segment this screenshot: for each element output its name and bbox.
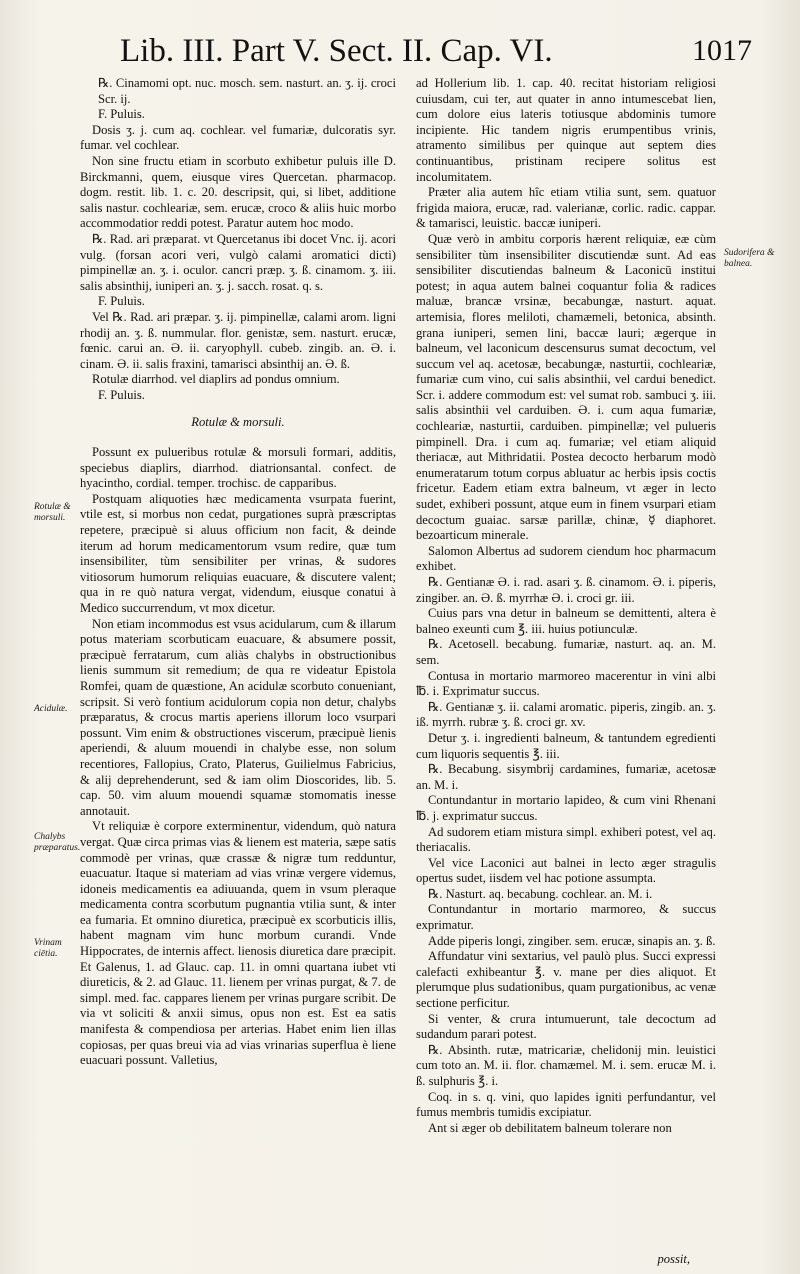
margin-note-vrinam: Vrinam ciētia. (34, 938, 62, 959)
paragraph: Non etiam incommodus est vsus acidularum, cum & illarum potus materiam scorbuticam euacuare, & absumere possit, præcipuè ferratarum, cum aliàs chalybs in obstructionibus lienis summum sit remedium; de qua re videatur Epistola Romfei, quam de quæstione, An acidulæ scorbuto conueniant, scripsit. Si verò fontium acidulorum copia non detur, chalybs præparatus, & crocus martis aperiens illorum loco vsurpari possunt. Vim enim & obstructiones viscerum, præcipuè lienis aperiendi, & aluum mouendi in chalybe esse, non solum recentiores, Fallopius, Crato, Platerus, Guilielmus Fabricius, & alij deprehenderunt, sed & iam olim Dioscorides, lib. 5. cap. 50. vim aluum mouendi squamæ stomomatis inesse annotauit. (80, 616, 396, 818)
paragraph: Si venter, & crura intumuerunt, tale decoctum ad sudandum parari potest. (416, 1011, 716, 1042)
margin-note-sudorifera: Sudorifera & balnea. (724, 248, 775, 269)
paragraph: ℞. Nasturt. aq. becabung. cochlear. an. M. i. (428, 886, 653, 901)
right-column (416, 76, 716, 1136)
paragraph: Ad sudorem etiam mistura simpl. exhiberi potest, vel aq. theriacalis. (416, 824, 716, 855)
paragraph: Vt reliquiæ è corpore exterminentur, videndum, quò natura vergat. Quæ circa primas vias & lienem est materia, sæpe satis commodè per vrinas, quæ crassæ & nigræ tum redduntur, euacuatur. Itaque si materiam ad vias vrinæ vergere videmus, idoneis medicamentis ea adiuuanda, quem in vsum pleraque medicamenta contra scorbutum pugnantia vtilia sunt, & inter ea fumaria. Et omnino diuretica, præcipuè ex scorbuticis illis, habent magnam vim hunc morbum curandi. Vnde Hippocrates, de internis affect. lienosis diuretica dare præcipit. Et Galenus, 1. ad Glauc. cap. 11. in omni quartana iubet vti diureticis, & 2. ad Glauc. 11. lienem per vrinas purgat, & 7. de simpl. med. fac. cappares lienem per vrinas purgare scribit. De via vt soliciti & anxii simus, opus non est. Est ea satis manifesta & compendiosa per arterias. Habet enim lien illas copiosas, per quas breui via ad vias vrinarias superflua è liene euacuari possunt. Valletius, (80, 819, 396, 1068)
paragraph: Contundantur in mortario lapideo, & cum vini Rhenani ℔. j. exprimatur succus. (416, 793, 716, 823)
paragraph: ℞. Absinth. rutæ, matricariæ, chelidonij min. leuistici cum toto an. M. ii. flor. chamæmel. M. i. sem. erucæ M. i. ß. sulphuris ℥. i. (416, 1042, 716, 1088)
paragraph: Postquam aliquoties hæc medicamenta vsurpata fuerint, vtile est, si morbus non cedat, purgationes suprà præscriptas repetere, præcipuè si aluus officium non facit, & deinde iterum ad horum medicamentorum vsum redire, quæ tum insensibiliter, tùm sensibiliter per vrinas, & sudores vitiosorum humorum reliquias euacuare, & discutere valent; qua in re quò natura vergat, videndum, eiusque conatui à Medico succurrendum, vt mox dicetur. (80, 491, 396, 615)
paragraph: F. Puluis. (98, 107, 145, 122)
paragraph: Vel vice Laconici aut balnei in lecto æger stragulis opertus sudet, iisdem vel hac potione assumpta. (416, 855, 716, 886)
paragraph: ℞. Acetosell. becabung. fumariæ, nasturt. aq. an. M. sem. (416, 637, 716, 667)
paragraph: ℞. Cinamomi opt. nuc. mosch. sem. nasturt. an. ʒ. ij. croci Scr. ij. (98, 76, 396, 106)
paragraph: ad Hollerium lib. 1. cap. 40. recitat historiam religiosi cuiusdam, cui ter, aut quater in anno intumescebat lien, cum dolore eius lateris totiusque abdominis tumore incipiente. Hic tandem nigris erumpentibus vrinis, atramento similibus per quinque aut septem dies continuantibus, pristinam recipere solitus est incolumitatem. (416, 76, 716, 184)
paragraph: Dosis ʒ. j. cum aq. cochlear. vel fumariæ, dulcoratis syr. fumar. vel cochlear. (80, 122, 396, 153)
paragraph: Cuius pars vna detur in balneum se demittenti, altera è balneo exeunti cum ℥. iii. huius potiunculæ. (416, 606, 716, 636)
paragraph: Contusa in mortario marmoreo macerentur in vini albi ℔. i. Exprimatur succus. (416, 668, 716, 699)
header-title: Lib. III. Part V. Sect. II. Cap. VI. (120, 33, 553, 69)
paragraph: ℞. Rad. ari præparat. vt Quercetanus ibi docet Vnc. ij. acori vulg. (forsan acori veri, vulgò calami aromatici dicti) pimpinellæ an. ʒ. i. oculor. cancri præp. ʒ. ß. cinamom. ʒ. iii. salis absinthij, iuniperi an. ʒ. j. sacch. rosat. q. s. (80, 231, 396, 293)
paragraph: Contundantur in mortario marmoreo, & succus exprimatur. (416, 902, 716, 933)
paragraph: Rotulæ diarrhod. vel diaplirs ad pondus omnium. (92, 372, 340, 387)
paragraph: Salomon Albertus ad sudorem ciendum hoc pharmacum exhibet. (416, 543, 716, 574)
paragraph: Possunt ex pulueribus rotulæ & morsuli formari, additis, speciebus diaplirs, diarrhod. diatrionsantal. confect. de hyacintho, cordial. temper. trochisc. de capparibus. (80, 445, 396, 491)
paragraph: Adde piperis longi, zingiber. sem. erucæ, sinapis an. ʒ. ß. (428, 933, 716, 948)
catchword: possit, (657, 1252, 690, 1266)
paragraph: ℞. Becabung. sisymbrij cardamines, fumariæ, acetosæ an. M. i. (416, 762, 716, 792)
page-number: 1017 (692, 34, 752, 67)
paragraph: Non sine fructu etiam in scorbuto exhibetur puluis ille D. Birckmanni, quem, eiusque vires Quercetan. pharmacop. dogm. restit. lib. 1. c. 20. descripsit, qui, si libet, additione salis nastur. cochleariæ, sem. erucæ, croco & aliis huic morbo accommodatior reddi potest. Paratur autem hoc modo. (80, 153, 396, 231)
paragraph: Coq. in s. q. vini, quo lapides igniti perfundantur, vel fumus membris tumidis excipiatur. (416, 1089, 716, 1120)
paragraph: ℞. Gentianæ ʒ. ii. calami aromatic. piperis, zingib. an. ʒ. iß. myrrh. rubræ ʒ. ß. croci gr. xv. (416, 699, 716, 730)
paragraph: Detur ʒ. i. ingredienti balneum, & tantundem egredienti cum liquoris sequentis ℥. iii. (416, 730, 716, 761)
paragraph: Affundatur vini sextarius, vel paulò plus. Succi expressi calefacti exhibeantur ℥. v. mane per dies aliquot. Et plerumque plus sudationibus, quam purgationibus, ac venæ sectione perficitur. (416, 949, 716, 1011)
paragraph: Præter alia autem hîc etiam vtilia sunt, sem. quatuor frigida maiora, erucæ, rad. valerianæ, corlic. radic. cappar. & tamarisci, leuistic. baccæ iuniperi. (416, 185, 716, 231)
section-heading: Rotulæ & morsuli. (191, 415, 285, 430)
paragraph: Ant si æger ob debilitatem balneum tolerare non (428, 1120, 672, 1135)
margin-note-acidulae: Acidulæ. (34, 704, 68, 714)
margin-note-chalybs: Chalybs præparatus. (34, 832, 81, 853)
paragraph: Quæ verò in ambitu corporis hærent reliquiæ, eæ cùm sensibiliter tùm insensibiliter discutiendæ sunt. Ad eas sensibiliter discutiendas balneum & Laconicū institui potest; in aqua autem balnei coquantur folia & radices maluæ, brancæ vrsinæ, becabungæ, nasturt. aquat. artemisia, flores meliloti, chamæmeli, betonica, absinth. grana iuniperi, semen lini, baccæ lauri; ægerque in balneum, vel laconicum descensurus sumat decoctum, vel succum vel aq. acetosæ, becabungæ, nasturtii, cochleariæ, fumariæ cum vino, cui salis absinthii, vel cardui benedict. Scr. i. addere commodum est: vel sumat rob. sambuci ʒ. iii. salis absinthii vel carduiben. Ə. i. cum aqua fumariæ, cochleariæ, nasturtii, carduiben. pimpinellæ; vel pulueris pimpinell. Dra. i cum aq. fumariæ; vel etiam aliquid theriacæ, aut Mithridatii. Postea decocto herbarum modò enumeratarum totum corpus abluatur ac herbis ipsis coctis fricetur. Eadem etiam extra balneum, vt æger in lecto sudet, exhiberi possunt, atque eum in finem vsurpari etiam decoctum guaiac. sarsæ parillæ, chinæ, ☿ diaphoret. bezoarticum minerale. (416, 231, 716, 543)
paragraph: F. Puluis. (98, 387, 145, 402)
margin-note-rotulae: Rotulæ & morsuli. (34, 502, 71, 523)
paragraph: ℞. Gentianæ Ə. i. rad. asari ʒ. ß. cinamom. Ə. i. piperis, zingiber. an. Ə. ß. myrrhæ Ə. i. croci gr. iii. (416, 575, 716, 605)
paragraph: F. Puluis. (98, 294, 145, 309)
left-column (80, 76, 396, 1069)
paragraph: Vel ℞. Rad. ari præpar. ʒ. ij. pimpinellæ, calami arom. ligni rhodij an. ʒ. ß. nummular. flor. genistæ, sem. nasturt. erucæ, fœnic. carui an. Ə. ii. caryophyll. cubeb. zingib. an. Ə. i. cinam. Ə. ii. salis fraxini, tamarisci absinthij an. Ə. ß. (80, 309, 396, 371)
running-header (120, 33, 752, 69)
